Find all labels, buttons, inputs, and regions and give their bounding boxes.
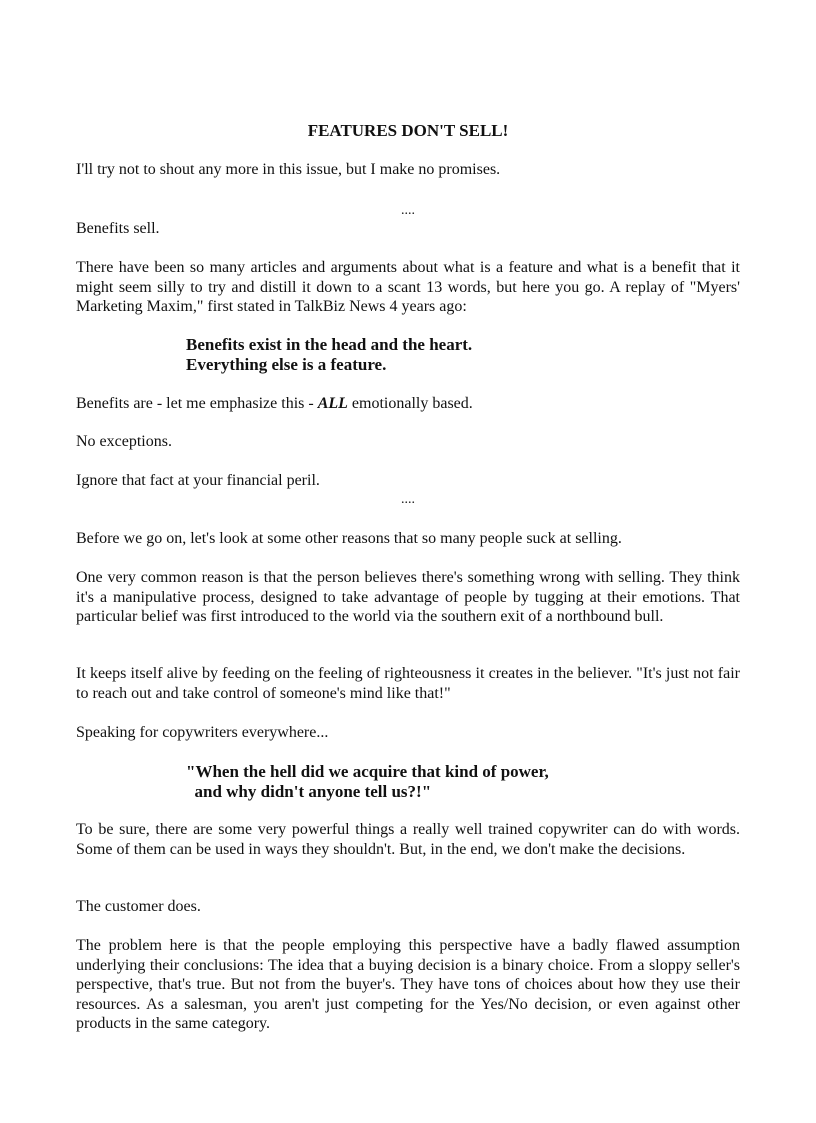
benefits-sell-paragraph: Benefits sell.	[76, 220, 160, 237]
emotional-text-before: Benefits are - let me emphasize this -	[76, 395, 318, 412]
emphasis-all: ALL	[317, 395, 348, 412]
ignore-paragraph: Ignore that fact at your financial peril.	[76, 472, 320, 489]
emotional-text-after: emotionally based.	[347, 395, 473, 412]
problem-paragraph: The problem here is that the people employing this perspective have a badly flawed assumption underlying their conclusions: The idea that a buying decision is a binary choice. From a sloppy seller's perspective, that's true. But not from the buyer's. They have tons of choices about how they use their resources. As a salesman, you aren't just competing for the Yes/No decision, or even against other products in the same category.	[76, 937, 740, 1032]
no-exceptions-paragraph: No exceptions.	[76, 433, 172, 450]
keeps-alive-paragraph: It keeps itself alive by feeding on the feeling of righteousness it creates in the believer. "It's just not fair to reach out and take control of someone's mind like that!"	[76, 665, 740, 702]
section-separator: ....	[401, 203, 415, 218]
customer-does-paragraph: The customer does.	[76, 898, 201, 915]
power-quote	[186, 762, 666, 802]
common-reason-paragraph: One very common reason is that the person believes there's something wrong with selling. They think it's a manipulative process, designed to take advantage of people by tugging at their emotions. That particular belief was first introduced to the world via the southern exit of a northbound bull.	[76, 569, 740, 625]
articles-paragraph: There have been so many articles and arguments about what is a feature and what is a benefit that it might seem silly to try and distill it down to a scant 13 words, but here you go. A replay of "Myers' Marketing Maxim," first stated in TalkBiz News 4 years ago:	[76, 259, 740, 315]
before-go-on-paragraph: Before we go on, let's look at some other reasons that so many people suck at selling.	[76, 530, 622, 547]
maxim-line-2: Everything else is a feature.	[186, 355, 387, 374]
power-quote-line-2: and why didn't anyone tell us?!"	[186, 782, 432, 801]
section-separator-2: ....	[401, 492, 415, 507]
speaking-paragraph: Speaking for copywriters everywhere...	[76, 724, 329, 741]
to-be-sure-paragraph: To be sure, there are some very powerful things a really well trained copywriter can do with words. Some of them can be used in ways they shouldn't. But, in the end, we don't make the decisions.	[76, 821, 740, 858]
page-title: FEATURES DON'T SELL!	[307, 121, 509, 140]
maxim-quote	[186, 335, 666, 375]
maxim-line-1: Benefits exist in the head and the heart.	[186, 335, 473, 354]
emotional-paragraph	[76, 394, 740, 414]
intro-paragraph: I'll try not to shout any more in this issue, but I make no promises.	[76, 161, 501, 178]
power-quote-line-1: "When the hell did we acquire that kind of power,	[186, 762, 549, 781]
